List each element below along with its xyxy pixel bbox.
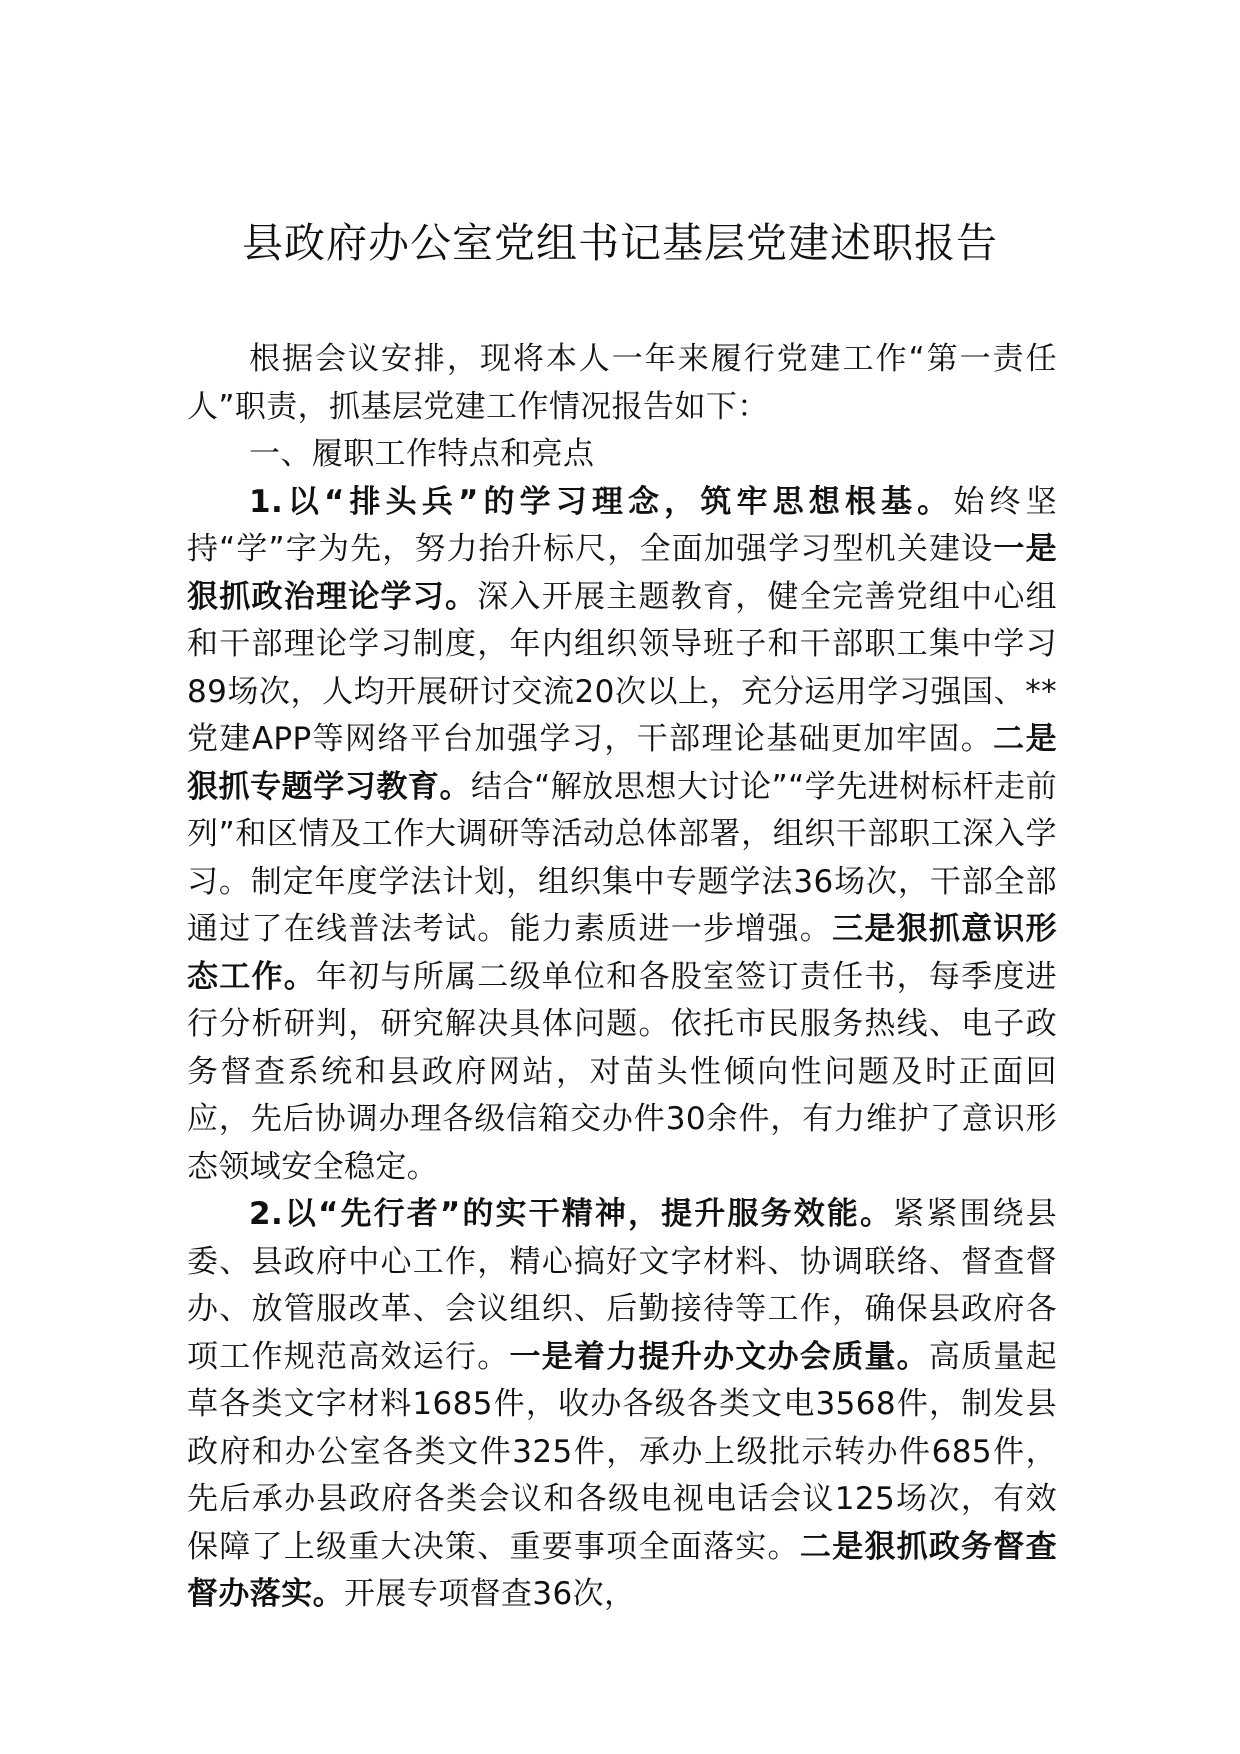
item-1-point-3-heading: 三是狠抓意识形态工作。 [187, 911, 1057, 995]
item-1-point-1-heading: 一是狠抓政治理论学习。 [187, 531, 1057, 615]
item-1-point-2-heading: 二是狠抓专题学习教育。 [187, 721, 1057, 805]
intro-text: 根据会议安排，现将本人一年来履行党建工作“第一责任人”职责，抓基层党建工作情况报告如下： [187, 341, 1057, 425]
item-1-lead: 始终坚持“学”字为先，努力抬升标尺，全面加强学习型机关建设 [187, 483, 1057, 567]
section-1-heading: 一、履职工作特点和亮点 [249, 436, 595, 472]
item-2-point-2-heading: 二是狠抓政务督查督办落实。 [187, 1528, 1057, 1612]
item-2-paragraph [187, 1191, 1057, 1619]
item-2-point-1-heading: 一是着力提升办文办会质量。 [509, 1338, 929, 1375]
item-2-lead: 紧紧围绕县委、县政府中心工作，精心搞好文字材料、协调联络、督查督办、放管服改革、会议组织、后勤接待等工作，确保县政府各项工作规范高效运行。 [187, 1196, 1057, 1375]
item-2-point-1-text: 高质量起草各类文字材料1685件，收办各级各类文电3568件，制发县政府和办公室各类文件325件，承办上级批示转办件685件，先后承办县政府各类会议和各级电视电话会议125场次，有效保障了上级重大决策、重要事项全面落实。 [187, 1338, 1058, 1565]
item-1-point-2-text: 结合“解放思想大讨论”“学先进树标杆走前列”和区情及工作大调研等活动总体部署，组织干部职工深入学习。制定年度学法计划，组织集中专题学法36场次，干部全部通过了在线普法考试。能力素质进一步增强。 [187, 768, 1057, 947]
item-1-point-3-text: 年初与所属二级单位和各股室签订责任书，每季度进行分析研判，研究解决具体问题。依托市民服务热线、电子政务督查系统和县政府网站，对苗头性倾向性问题及时正面回应，先后协调办理各级信箱交办件30余件，有力维护了意识形态领域安全稳定。 [187, 958, 1057, 1185]
item-1-heading: 1.以“排头兵”的学习理念，筑牢思想根基。 [249, 483, 954, 520]
item-1-paragraph [187, 479, 1057, 1192]
intro-paragraph [187, 336, 1057, 431]
item-1-point-1-text: 深入开展主题教育，健全完善党组中心组和干部理论学习制度，年内组织领导班子和干部职工集中学习89场次，人均开展研讨交流20次以上，充分运用学习强国、**党建APP等网络平台加强学习，干部理论基础更加牢固。 [187, 578, 1057, 757]
section-heading [187, 431, 1057, 479]
item-2-heading: 2.以“先行者”的实干精神，提升服务效能。 [249, 1196, 894, 1232]
document-body [187, 336, 1057, 1619]
document-title: 县政府办公室党组书记基层党建述职报告 [242, 219, 998, 267]
item-2-point-2-text: 开展专项督查36次， [344, 1576, 636, 1612]
